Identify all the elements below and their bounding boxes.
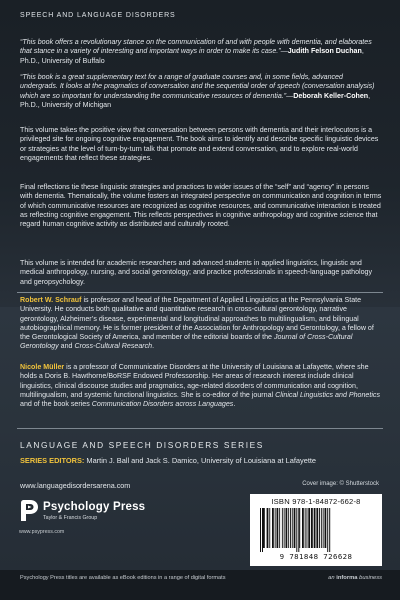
psychology-press-logo-icon	[18, 499, 40, 523]
ebook-note: Psychology Press titles are available as eBook editions in a range of digital formats	[20, 575, 226, 581]
author-bio: Robert W. Schrauf is professor and head of the Department of Applied Linguistics at the Pennsylvania State University. He conducts both qualitative and quantitative research in cross-cultural gerontology, narrative gerontology, Alzheimer’s disease, experimental and longitudinal approaches to multilingualism, and bilingual autobiographical memory. He is former president of the Association for Anthropology and Gerontology, a fellow of the Gerontological Society of America, and member of the editorial boards of the Journal of Cross-Cultural Gerontology and Cross-Cultural Research.	[20, 296, 374, 351]
description-paragraph: This volume takes the positive view that conversation between persons with dementia and their interlocutors is a privileged site for ongoing cognitive engagement. The book aims to identify and describe specific linguistic devices or strategies at the level of turn-by-turn talk that promote and extend conversation, and to explore real-world engagements that reflect these strategies.	[20, 126, 379, 162]
barcode-digits: 9 781848 726628	[279, 552, 353, 561]
isbn-barcode	[250, 494, 382, 566]
publisher-group: Taylor & Francis Group	[43, 515, 98, 521]
series-editors-label: SERIES EDITORS:	[20, 456, 85, 465]
endorsement-quote: “This book offers a revolutionary stance on the communication of and with people with dementia, and elaborates that stance in a variety of interesting and important ways in order to make its case.”—Judith Felson Duchan, Ph.D., University of Buffalo	[20, 38, 372, 65]
author-name: Nicole Müller	[20, 363, 65, 371]
quote-text: “This book offers a revolutionary stance on the communication of and with people with dementia, and elaborates that stance in a variety of interesting and important ways in order to make its case.”	[20, 38, 372, 56]
journal-title: Cross-Cultural Research	[74, 342, 153, 351]
website-link[interactable]: www.languagedisordersarena.com	[20, 481, 131, 490]
quote-author: Judith Felson Duchan	[287, 47, 362, 56]
author-bio: Nicole Müller is a professor of Communicative Disorders at the University of Louisiana at Lafayette, where she holds a Doris B. Hawthorne/BoRSF Endowed Professorship. Her areas of research interest include clinical linguistics, clinical discourse studies and pragmatics, age-related disorders of communication and cognition, multilingualism, and systemic functional linguistics. She is co-editor of the journal Clinical Linguistics and Phonetics and of the book series Communication Disorders across Languages.	[20, 363, 381, 409]
series-title: Communication Disorders across Languages	[91, 400, 234, 409]
journal-title: Clinical Linguistics and Phonetics	[275, 390, 381, 399]
description-paragraph: Final reflections tie these linguistic strategies and practices to wider issues of the “self” and “agency” in persons with dementia. Thematically, the volume fosters an integrated perspective on communication and cognition in terms of which communicative resources are recognized as cognitive resources, and communicative interaction is treated as reflecting cognitive engagement. This reflects perspectives in cognitive anthropology and cognitive science that regard human cognitive activity as distributed and culturally rooted.	[20, 183, 382, 229]
isbn-number: ISBN 978-1-84872-662-8	[271, 497, 361, 506]
barcode-icon	[256, 508, 376, 552]
quote-text: “This book is a great supplementary text for a range of graduate courses and, in some fields, advanced undergrads. It looks at the pragmatics of conversation and the sequential order of speech (conversation analysis) which are so important for understanding the communicative resources of dementia.”	[20, 73, 375, 100]
endorsement-quote: “This book is a great supplementary text for a range of graduate courses and, in some fields, advanced undergrads. It looks at the pragmatics of conversation and the sequential order of speech (conversation analysis) which are so important for understanding the communicative resources of dementia.”—Deborah Keller-Cohen, Ph.D., University of Michigan	[20, 73, 375, 109]
series-editors-names: Martin J. Ball and Jack S. Damico, University of Louisiana at Lafayette	[86, 456, 317, 465]
series-editors	[20, 456, 316, 465]
description-paragraph: This volume is intended for academic researchers and advanced students in applied linguistics, linguistic and medical anthropology, nursing, and social gerontology; and practice professionals in speech-language pathology and geropsychology.	[20, 259, 373, 286]
quote-author: Deborah Keller-Cohen	[293, 91, 369, 100]
section-divider	[17, 292, 383, 293]
publisher-logo	[18, 497, 158, 539]
section-divider	[17, 428, 383, 429]
cover-image-credit: Cover image: © Shutterstock	[302, 481, 379, 487]
informa-brand: an informa business	[328, 575, 382, 581]
journal-title: Journal of Cross-Cultural Gerontology	[20, 333, 353, 351]
publisher-name: Psychology Press	[43, 501, 146, 513]
series-category-label: SPEECH AND LANGUAGE DISORDERS	[20, 12, 176, 19]
author-name: Robert W. Schrauf	[20, 296, 82, 304]
quote-affiliation: Ph.D., University of Michigan	[20, 100, 112, 109]
footer-bar	[0, 570, 400, 600]
book-series-title: LANGUAGE AND SPEECH DISORDERS SERIES	[20, 440, 264, 450]
quote-affiliation: Ph.D., University of Buffalo	[20, 56, 105, 65]
publisher-url[interactable]: www.psypress.com	[19, 529, 65, 535]
